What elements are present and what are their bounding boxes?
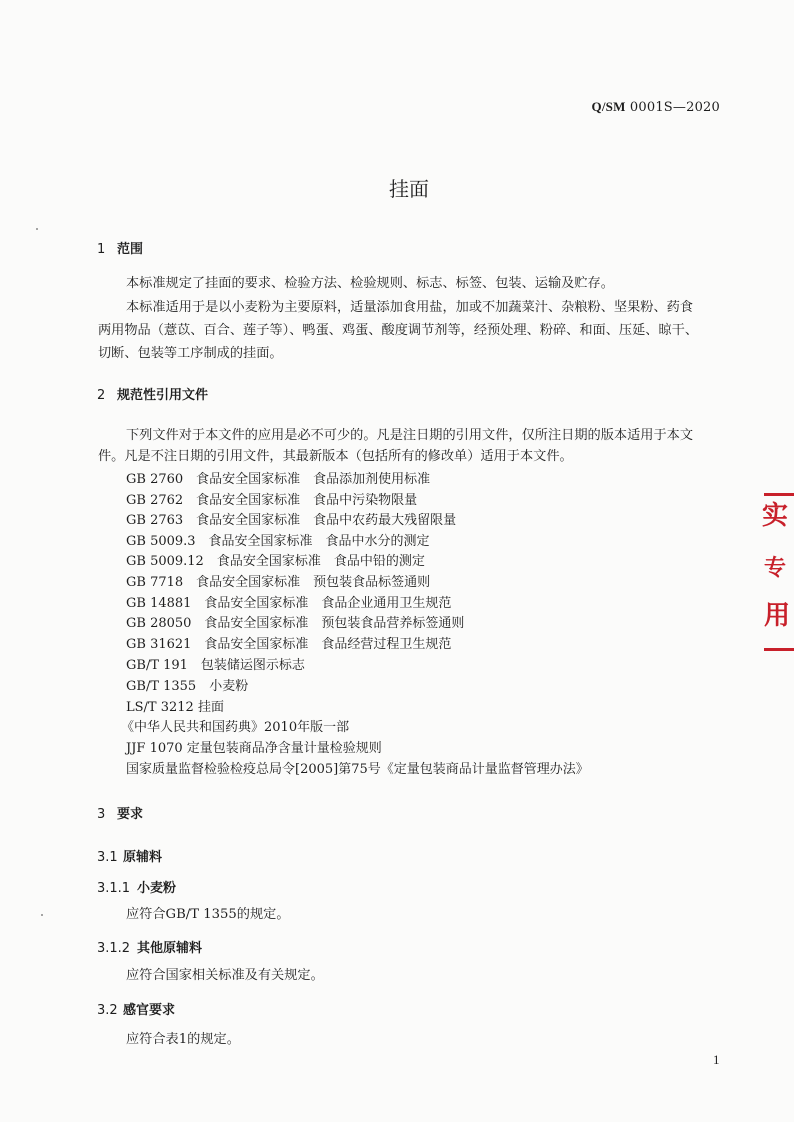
reference-item: GB 2762 食品安全国家标准 食品中污染物限量 bbox=[126, 493, 418, 508]
reference-item: GB 28050 食品安全国家标准 预包装食品营养标签通则 bbox=[126, 616, 465, 631]
scope-paragraph-2-line-2: 两用物品（薏苡、百合、莲子等）、鸭蛋、鸡蛋、酸度调节剂等，经预处理、粉碎、和面、压延、晾干、 bbox=[98, 323, 699, 338]
scan-speck bbox=[36, 228, 38, 230]
reference-item: GB 31621 食品安全国家标准 食品经营过程卫生规范 bbox=[126, 637, 452, 652]
section-3-heading: 3 要求 bbox=[97, 807, 144, 822]
scope-paragraph-2-line-3: 切断、包装等工序制成的挂面。 bbox=[98, 346, 283, 361]
other-material-requirement: 应符合国家相关标准及有关规定。 bbox=[126, 968, 324, 983]
seal-stamp: 实 专 用 bbox=[762, 501, 791, 631]
sensory-requirement: 应符合表1的规定。 bbox=[126, 1032, 240, 1047]
reference-item: GB 7718 食品安全国家标准 预包装食品标签通则 bbox=[126, 575, 431, 590]
reference-item: GB 5009.12 食品安全国家标准 食品中铅的测定 bbox=[126, 554, 425, 569]
seal-stamp-border-bottom bbox=[764, 648, 794, 651]
page-title: 挂面 bbox=[389, 177, 429, 201]
scope-paragraph-1: 本标准规定了挂面的要求、检验方法、检验规则、标志、标签、包装、运输及贮存。 bbox=[126, 276, 614, 291]
section-3-1-2-heading: 3.1.2 其他原辅料 bbox=[97, 941, 203, 956]
scan-speck bbox=[41, 914, 43, 916]
page-number: 1 bbox=[713, 1052, 720, 1067]
scope-paragraph-2-line-1: 本标准适用于是以小麦粉为主要原料，适量添加食用盐，加或不加蔬菜汁、杂粮粉、坚果粉、药食 bbox=[126, 300, 694, 315]
wheat-requirement: 应符合GB/T 1355的规定。 bbox=[126, 907, 290, 922]
reference-item: LS/T 3212 挂面 bbox=[126, 700, 224, 715]
section-1-heading: 1 范围 bbox=[97, 242, 144, 257]
norm-intro-line-1: 下列文件对于本文件的应用是必不可少的。凡是注日期的引用文件，仅所注日期的版本适用于本文 bbox=[126, 428, 694, 443]
reference-item: GB 5009.3 食品安全国家标准 食品中水分的测定 bbox=[126, 534, 430, 549]
standard-code: Q/SM 0001S—2020 bbox=[591, 99, 720, 115]
reference-item: JJF 1070 定量包装商品净含量计量检验规则 bbox=[126, 741, 382, 756]
reference-item: 国家质量监督检验检疫总局令[2005]第75号《定量包装商品计量监督管理办法》 bbox=[126, 762, 589, 777]
norm-intro-line-2: 件。凡是不注日期的引用文件，其最新版本（包括所有的修改单）适用于本文件。 bbox=[98, 449, 573, 464]
reference-item: GB/T 191 包装储运图示标志 bbox=[126, 658, 305, 673]
section-3-2-heading: 3.2 感官要求 bbox=[97, 1003, 176, 1018]
reference-item: GB 2763 食品安全国家标准 食品中农药最大残留限量 bbox=[126, 513, 457, 528]
reference-item: GB 14881 食品安全国家标准 食品企业通用卫生规范 bbox=[126, 596, 452, 611]
section-3-1-1-heading: 3.1.1 小麦粉 bbox=[97, 881, 177, 896]
reference-item: 《中华人民共和国药典》2010年版一部 bbox=[121, 720, 350, 735]
reference-item: GB 2760 食品安全国家标准 食品添加剂使用标准 bbox=[126, 472, 431, 487]
reference-item: GB/T 1355 小麦粉 bbox=[126, 679, 249, 694]
section-2-heading: 2 规范性引用文件 bbox=[97, 388, 209, 403]
section-3-1-heading: 3.1 原辅料 bbox=[97, 850, 163, 865]
